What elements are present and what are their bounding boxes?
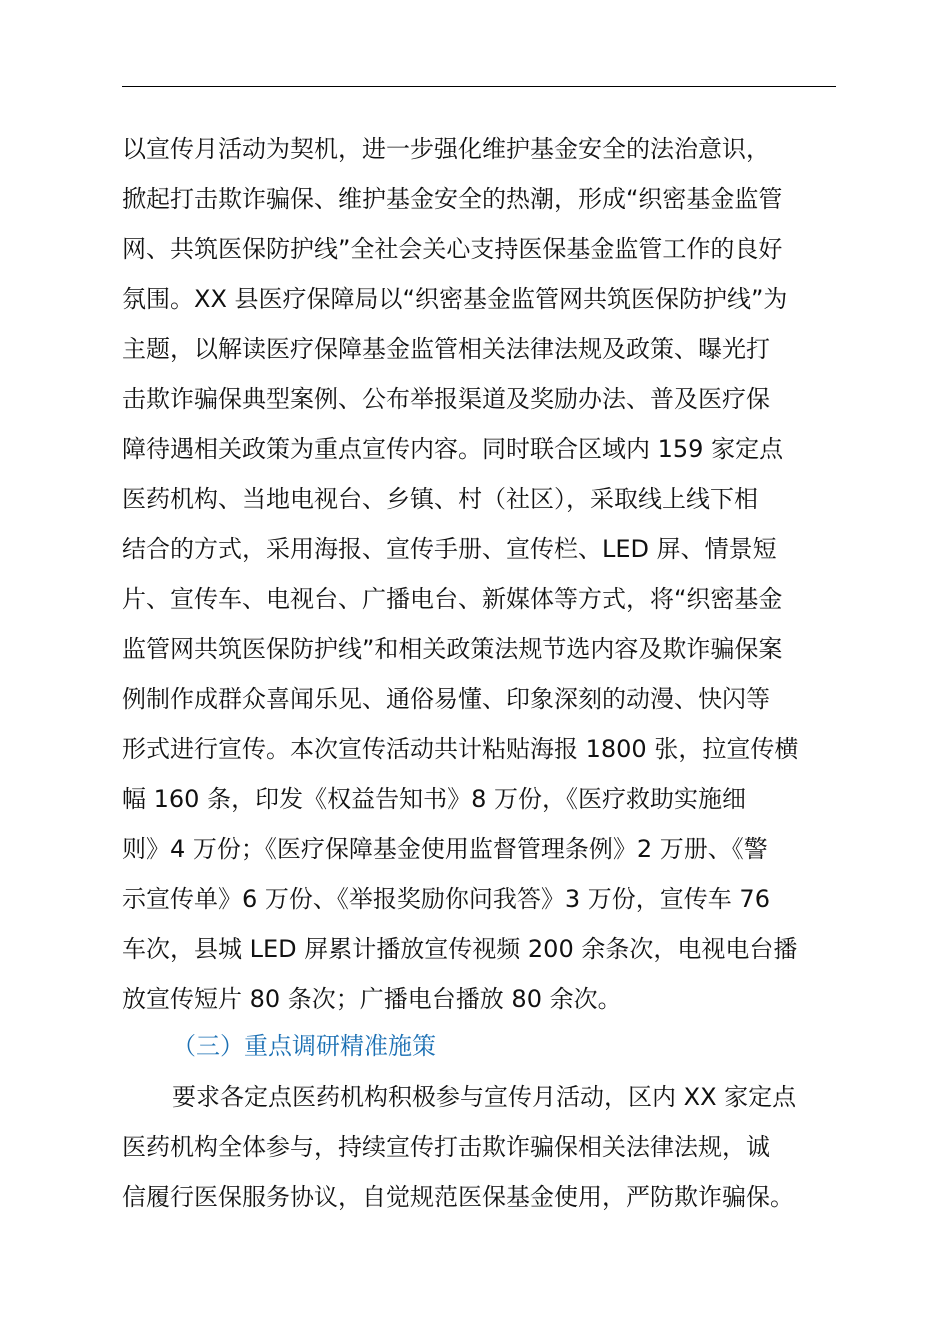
body-line: 信履行医保服务协议，自觉规范医保基金使用，严防欺诈骗保。 [122,1183,794,1211]
body-line: 医药机构全体参与，持续宣传打击欺诈骗保相关法律法规，诚 [122,1133,770,1161]
body-line: 幅 160 条，印发《权益告知书》8 万份，《医疗救助实施细 [122,785,746,813]
body-line: 要求各定点医药机构积极参与宣传月活动，区内 XX 家定点 [172,1083,797,1111]
body-line: 以宣传月活动为契机，进一步强化维护基金安全的法治意识， [122,135,770,163]
body-line: 例制作成群众喜闻乐见、通俗易懂、印象深刻的动漫、快闪等 [122,685,770,713]
section-heading: （三）重点调研精准施策 [172,1032,436,1060]
body-line: 片、宣传车、电视台、广播电台、新媒体等方式，将“织密基金 [122,585,783,613]
body-line: 击欺诈骗保典型案例、公布举报渠道及奖励办法、普及医疗保 [122,385,770,413]
body-line: 医药机构、当地电视台、乡镇、村（社区），采取线上线下相 [122,485,758,513]
body-line: 掀起打击欺诈骗保、维护基金安全的热潮，形成“织密基金监管 [122,185,783,213]
body-line: 障待遇相关政策为重点宣传内容。同时联合区域内 159 家定点 [122,435,784,463]
body-line: 氛围。XX 县医疗保障局以“织密基金监管网共筑医保防护线”为 [122,285,788,313]
body-line: 放宣传短片 80 条次；广播电台播放 80 余次。 [122,985,622,1013]
body-line: 监管网共筑医保防护线”和相关政策法规节选内容及欺诈骗保案 [122,635,783,663]
body-line: 则》4 万份；《医疗保障基金使用监督管理条例》2 万册、《警 [122,835,768,863]
body-line: 车次，县城 LED 屏累计播放宣传视频 200 余条次，电视电台播 [122,935,798,963]
body-line: 结合的方式，采用海报、宣传手册、宣传栏、LED 屏、情景短 [122,535,777,563]
body-line: 形式进行宣传。本次宣传活动共计粘贴海报 1800 张，拉宣传横 [122,735,799,763]
body-line: 网、共筑医保防护线”全社会关心支持医保基金监管工作的良好 [122,235,783,263]
header-rule [122,86,836,87]
body-line: 主题，以解读医疗保障基金监管相关法律法规及政策、曝光打 [122,335,770,363]
body-line: 示宣传单》6 万份、《举报奖励你问我答》3 万份，宣传车 76 [122,885,770,913]
